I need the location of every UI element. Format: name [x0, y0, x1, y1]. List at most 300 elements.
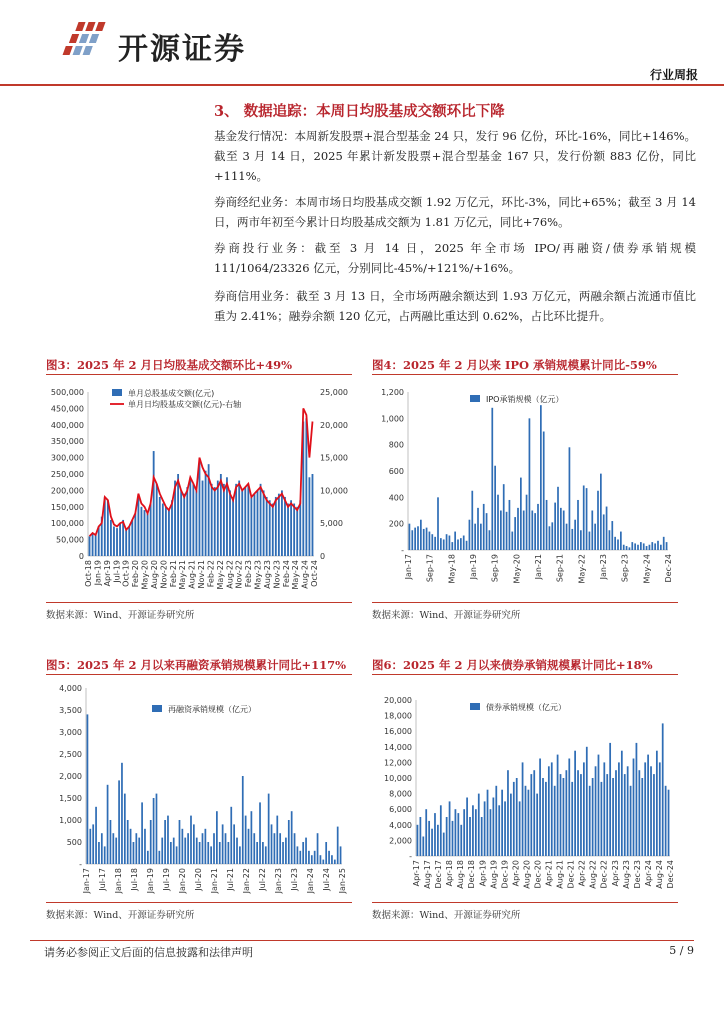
legend-label: 再融资承销规模（亿元）: [168, 705, 256, 714]
y2-tick-label: 15,000: [320, 453, 348, 463]
bar: [173, 838, 175, 864]
bar: [205, 829, 207, 864]
bar: [119, 523, 121, 556]
bar: [498, 805, 500, 856]
bar: [491, 408, 493, 550]
x-tick-label: Jan-19: [93, 560, 103, 586]
x-tick-label: Jan-22: [242, 868, 251, 894]
x-tick-label: Oct-24: [310, 560, 319, 587]
x-tick-label: May-23: [253, 560, 263, 590]
legend-label: IPO承销规模（亿元）: [486, 395, 564, 404]
bar: [520, 478, 522, 550]
bar: [244, 487, 246, 556]
bar: [516, 778, 518, 856]
bar: [147, 851, 149, 864]
x-tick-label: Jul-20: [194, 868, 203, 891]
bar: [501, 790, 503, 856]
bar: [253, 833, 255, 864]
y-tick-label: 18,000: [384, 711, 412, 721]
figure-4-bottom-rule: [372, 602, 678, 603]
bar: [423, 529, 425, 550]
bar: [181, 829, 183, 864]
legend-swatch: [152, 705, 162, 712]
bar: [624, 774, 626, 856]
bar: [627, 766, 629, 856]
bar: [571, 782, 573, 856]
bar: [274, 833, 276, 864]
bar: [534, 513, 536, 550]
bar: [566, 524, 568, 550]
x-tick-label: Jan-21: [534, 554, 543, 580]
y-tick-label: -: [409, 852, 412, 861]
bar: [551, 522, 553, 550]
legend-swatch: [470, 703, 480, 710]
x-tick-label: Sep-17: [425, 554, 435, 583]
bar: [666, 542, 668, 550]
bar: [548, 766, 550, 856]
x-tick-label: Aug-20: [149, 560, 159, 589]
bar: [189, 477, 191, 556]
bar: [236, 838, 238, 864]
bar: [539, 759, 541, 857]
x-tick-label: Jul-19: [112, 560, 122, 583]
x-tick-label: Aug-22: [588, 860, 598, 889]
bar: [232, 497, 234, 556]
bar: [443, 539, 445, 550]
y2-tick-label: 0: [320, 552, 326, 561]
x-tick-label: Dec-24: [666, 860, 675, 889]
bar: [164, 820, 166, 864]
bar: [654, 543, 656, 550]
bar: [484, 801, 486, 856]
x-tick-label: Jan-19: [469, 554, 478, 580]
bar: [290, 500, 292, 556]
bar: [134, 513, 136, 556]
bar: [618, 762, 620, 856]
bar: [650, 766, 652, 856]
bar: [225, 833, 227, 864]
x-tick-label: Nov-23: [272, 560, 282, 589]
bar: [434, 813, 436, 856]
bar: [144, 829, 146, 864]
bar: [577, 770, 579, 856]
bar: [600, 474, 602, 550]
bar: [651, 542, 653, 550]
bar: [668, 790, 670, 856]
x-tick-label: Nov-21: [197, 560, 206, 589]
bar: [285, 838, 287, 864]
bar: [312, 474, 314, 556]
bar: [631, 542, 633, 550]
bar: [150, 820, 152, 864]
bar: [299, 851, 301, 864]
y-tick-label: 6,000: [389, 805, 412, 815]
bar: [179, 820, 181, 864]
x-tick-label: Apr-20: [511, 860, 521, 887]
bar: [603, 514, 605, 550]
bar: [317, 833, 319, 864]
x-tick-label: Dec-21: [566, 860, 576, 889]
y-tick-label: 300,000: [50, 453, 84, 463]
bar: [557, 755, 559, 856]
bar: [630, 786, 632, 856]
bar: [431, 534, 433, 550]
x-tick-label: May-18: [447, 554, 457, 584]
bar: [609, 530, 611, 550]
y-tick-label: 600: [388, 467, 404, 476]
figure-4-title: 图4：2025 年 2 月以来 IPO 承销规模累计同比-59%: [372, 358, 657, 372]
bar: [107, 785, 109, 864]
bar: [662, 723, 664, 856]
bar: [314, 851, 316, 864]
bar: [609, 743, 611, 856]
bar: [245, 816, 247, 864]
bar: [141, 802, 143, 864]
x-tick-label: Jul-21: [226, 868, 235, 891]
bar: [305, 838, 307, 864]
x-tick-label: Jan-21: [210, 868, 219, 894]
bar: [583, 485, 585, 550]
bar: [526, 495, 528, 550]
x-tick-label: May-20: [140, 560, 150, 590]
bar: [569, 447, 571, 550]
bar: [161, 838, 163, 864]
bar: [265, 846, 267, 864]
bar: [299, 500, 301, 556]
bar: [199, 842, 201, 864]
y-tick-label: 10,000: [384, 774, 412, 783]
bar: [429, 532, 431, 550]
y-tick-label: 250,000: [50, 470, 84, 479]
x-tick-label: Oct-19: [121, 560, 131, 587]
bar: [533, 770, 535, 856]
y-tick-label: 2,500: [59, 750, 82, 759]
figure-5-chart: [46, 678, 352, 900]
bar: [147, 513, 149, 556]
bar: [503, 484, 505, 550]
bar: [196, 838, 198, 864]
legend-label: 单月总股基成交额(亿元): [128, 389, 215, 398]
bar: [226, 477, 228, 556]
bar: [328, 851, 330, 864]
bar: [494, 466, 496, 550]
bar: [247, 484, 249, 556]
x-tick-label: Dec-22: [599, 860, 609, 889]
bar: [133, 842, 135, 864]
bar: [266, 497, 268, 556]
bar: [296, 507, 298, 556]
bar: [186, 487, 188, 556]
bar: [449, 536, 451, 550]
bar: [156, 484, 158, 556]
bar: [514, 517, 516, 550]
x-tick-label: Dec-17: [434, 860, 444, 889]
bar: [417, 825, 419, 856]
bar: [294, 833, 296, 864]
bar: [551, 762, 553, 856]
x-tick-label: Aug-22: [225, 560, 235, 589]
y-tick-label: 12,000: [384, 758, 412, 768]
brand-logo-mark: [58, 18, 114, 68]
bar: [207, 842, 209, 864]
bar: [657, 541, 659, 550]
bar: [486, 513, 488, 550]
y-tick-label: 450,000: [50, 404, 84, 414]
x-tick-label: Jan-20: [178, 868, 187, 894]
x-tick-label: Jan-17: [82, 868, 91, 894]
y-tick-label: 150,000: [50, 502, 84, 512]
bar: [530, 774, 532, 856]
x-tick-label: Aug-19: [489, 860, 499, 889]
bar: [156, 794, 158, 864]
bar: [606, 507, 608, 550]
bar: [284, 497, 286, 556]
bar: [104, 846, 106, 864]
bar: [633, 759, 635, 857]
x-tick-label: Apr-19: [478, 860, 488, 887]
bar: [636, 743, 638, 856]
bar: [537, 504, 539, 550]
bar: [545, 782, 547, 856]
y-tick-label: 500: [66, 838, 82, 847]
legend-swatch: [470, 395, 480, 402]
x-tick-label: May-22: [577, 554, 587, 584]
y-tick-label: 800: [388, 440, 404, 450]
x-tick-label: Feb-20: [131, 560, 141, 588]
bar: [260, 484, 262, 556]
bar: [626, 546, 628, 550]
bar: [89, 829, 91, 864]
x-tick-label: Dec-23: [632, 860, 642, 889]
bar: [141, 507, 143, 556]
bar: [641, 778, 643, 856]
bar: [440, 805, 442, 856]
bar: [171, 500, 173, 556]
bar: [560, 774, 562, 856]
x-tick-label: Apr-22: [577, 860, 587, 887]
bar: [250, 497, 252, 556]
bar: [158, 851, 160, 864]
bar: [457, 813, 459, 856]
bar: [497, 495, 499, 550]
bar: [239, 846, 241, 864]
bar: [320, 855, 322, 864]
bar: [248, 829, 250, 864]
bar: [481, 817, 483, 856]
bar: [92, 533, 94, 556]
x-tick-label: Jan-17: [404, 554, 413, 580]
figure-5-rule: [46, 674, 352, 675]
x-tick-label: May-22: [215, 560, 225, 590]
bar: [337, 827, 339, 864]
bar: [269, 500, 271, 556]
bar: [577, 500, 579, 550]
bar: [137, 497, 139, 556]
bar: [262, 842, 264, 864]
bar: [257, 490, 259, 556]
bar: [612, 778, 614, 856]
bar: [420, 520, 422, 550]
bar: [165, 507, 167, 556]
bar: [138, 838, 140, 864]
bar: [546, 500, 548, 550]
x-tick-label: Jul-19: [162, 868, 171, 891]
figure-4-source: 数据来源：Wind、开源证券研究所: [372, 610, 521, 621]
bar: [131, 520, 133, 556]
bar: [230, 807, 232, 864]
bar: [663, 537, 665, 550]
bar: [653, 774, 655, 856]
bar: [594, 524, 596, 550]
bar: [614, 537, 616, 550]
x-tick-label: Aug-20: [522, 860, 532, 889]
x-tick-label: Sep-23: [620, 554, 630, 583]
bar: [162, 504, 164, 556]
y-tick-label: 1,200: [381, 388, 404, 397]
bar: [500, 511, 502, 551]
bar: [95, 807, 97, 864]
bar: [127, 820, 129, 864]
x-tick-label: Feb-22: [206, 560, 216, 588]
bar: [452, 821, 454, 856]
x-tick-label: Dec-19: [500, 860, 510, 889]
bar: [466, 541, 468, 550]
x-tick-label: Aug-18: [456, 860, 466, 889]
x-tick-label: Sep-21: [555, 554, 565, 583]
bar: [92, 824, 94, 864]
bar: [489, 530, 491, 550]
y2-tick-label: 20,000: [320, 420, 348, 430]
bar: [256, 842, 258, 864]
bar: [282, 842, 284, 864]
y-tick-label: 500,000: [50, 388, 84, 397]
bar: [589, 532, 591, 550]
bar: [434, 537, 436, 550]
bar: [144, 510, 146, 556]
bar: [409, 524, 411, 550]
y-tick-label: -: [79, 860, 82, 869]
bar: [107, 500, 109, 556]
footer-divider: [30, 940, 694, 941]
bar: [519, 801, 521, 856]
bar: [531, 511, 533, 551]
x-tick-label: May-20: [512, 554, 522, 584]
x-tick-label: Apr-23: [610, 860, 620, 887]
x-tick-label: Jul-23: [290, 868, 299, 891]
figure-6-title: 图6：2025 年 2 月以来债券承销规模累计同比+18%: [372, 658, 653, 672]
bar: [272, 504, 274, 556]
x-tick-label: Apr-19: [102, 560, 112, 587]
bar: [487, 790, 489, 856]
bar: [513, 782, 515, 856]
legend-label: 债券承销规模（亿元）: [486, 703, 566, 712]
bar: [646, 546, 648, 550]
bar: [643, 543, 645, 550]
bar: [589, 786, 591, 856]
brand-name: 开源证券: [118, 32, 246, 67]
y-tick-label: 200,000: [50, 486, 84, 496]
bar: [507, 770, 509, 856]
y-tick-label: 16,000: [384, 727, 412, 737]
bar: [159, 497, 161, 556]
x-tick-label: May-21: [178, 560, 188, 590]
bar: [302, 842, 304, 864]
bar: [150, 504, 152, 556]
x-tick-label: Aug-23: [621, 860, 631, 889]
bar: [517, 508, 519, 550]
bar: [125, 530, 127, 556]
bar: [598, 755, 600, 856]
bar: [463, 809, 465, 856]
bar: [472, 805, 474, 856]
bar: [583, 762, 585, 856]
bar: [629, 547, 631, 550]
bar: [437, 825, 439, 856]
x-tick-label: Jul-18: [130, 868, 139, 891]
x-tick-label: Oct-18: [84, 560, 93, 587]
bar: [446, 534, 448, 550]
bar: [101, 833, 103, 864]
bar: [480, 524, 482, 550]
bar: [492, 798, 494, 857]
bar: [87, 714, 89, 864]
bar: [504, 801, 506, 856]
bar: [649, 545, 651, 550]
bar: [483, 504, 485, 550]
bar: [233, 824, 235, 864]
bar: [112, 833, 114, 864]
x-tick-label: Sep-19: [490, 554, 500, 583]
figure-5-bottom-rule: [46, 902, 352, 903]
figure-3-source: 数据来源：Wind、开源证券研究所: [46, 610, 195, 621]
bar: [554, 786, 556, 856]
y-tick-label: 0: [78, 552, 84, 561]
bar: [509, 500, 511, 550]
bar: [529, 418, 531, 550]
bar: [193, 824, 195, 864]
bar: [469, 817, 471, 856]
figure-4-rule: [372, 374, 678, 375]
bar: [89, 536, 91, 556]
bar: [254, 494, 256, 556]
bar: [528, 790, 530, 856]
y2-tick-label: 5,000: [320, 519, 343, 529]
bar: [279, 833, 281, 864]
x-tick-label: Nov-20: [159, 560, 169, 589]
bar: [309, 477, 311, 556]
bar: [656, 751, 658, 856]
bar: [202, 833, 204, 864]
bar: [110, 820, 112, 864]
bar: [525, 786, 527, 856]
x-tick-label: Aug-24: [654, 860, 664, 889]
bar: [414, 528, 416, 550]
bar: [153, 798, 155, 864]
bar: [411, 530, 413, 550]
bar: [449, 801, 451, 856]
y-tick-label: 4,000: [59, 684, 82, 693]
bar: [196, 490, 198, 556]
x-tick-label: Apr-24: [643, 860, 653, 887]
bar: [305, 418, 307, 556]
bar: [563, 778, 565, 856]
y-tick-label: 1,500: [59, 794, 82, 803]
bar: [475, 809, 477, 856]
bar: [460, 538, 462, 550]
bar: [574, 520, 576, 550]
bar: [466, 798, 468, 857]
bar: [659, 762, 661, 856]
